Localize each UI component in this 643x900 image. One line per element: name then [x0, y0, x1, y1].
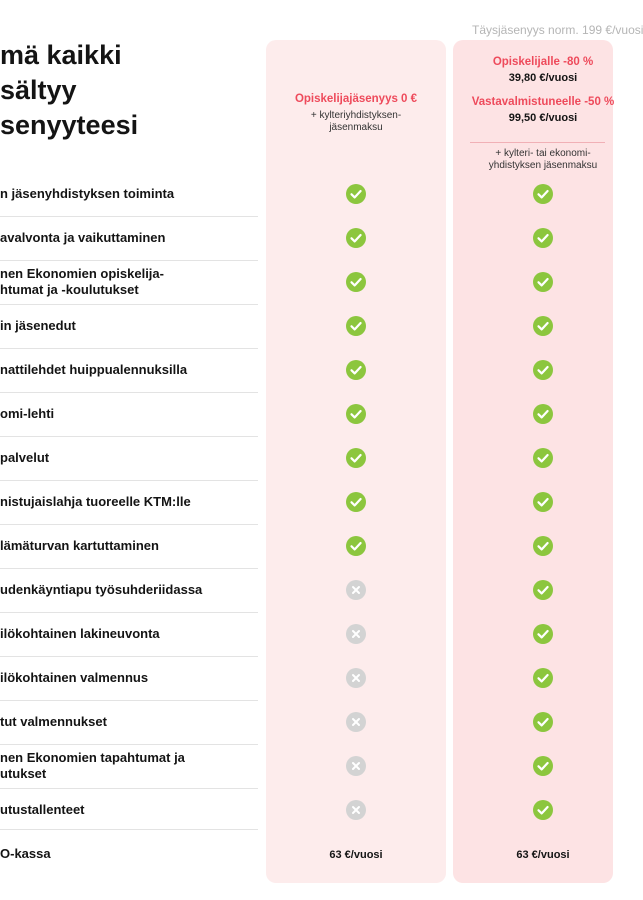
- check-circle-icon: [346, 492, 366, 512]
- student-offer-price: 39,80 €/vuosi: [508, 72, 578, 84]
- check-circle-icon: [346, 272, 366, 292]
- check-circle-icon: [533, 712, 553, 732]
- title-line-1: mä kaikki: [0, 40, 122, 70]
- full-membership-note: Täysjäsenyys norm. 199 €/vuosi: [472, 23, 643, 37]
- benefit-label: nen Ekonomien opiskelija- htumat ja -koulutukset: [0, 266, 164, 297]
- benefit-label: omi-lehti: [0, 406, 55, 421]
- benefit-label: tut valmennukset: [0, 714, 107, 729]
- check-circle-icon: [346, 360, 366, 380]
- benefit-label: utustallenteet: [0, 802, 85, 817]
- check-circle-icon: [533, 360, 553, 380]
- benefit-label: palvelut: [0, 450, 50, 465]
- check-circle-icon: [533, 580, 553, 600]
- cross-circle-icon: [346, 756, 366, 776]
- title-line-2: sältyy: [0, 75, 77, 105]
- benefit-label: avalvonta ja vaikuttaminen: [0, 230, 166, 245]
- benefit-label: nattilehdet huippualennuksilla: [0, 362, 188, 377]
- check-circle-icon: [533, 800, 553, 820]
- cross-circle-icon: [346, 624, 366, 644]
- full-membership-note: + kylteri- tai ekonomi- yhdistyksen jäsenmaksu: [488, 148, 598, 171]
- cross-circle-icon: [346, 800, 366, 820]
- check-circle-icon: [533, 272, 553, 292]
- footer-label: O-kassa: [0, 846, 51, 861]
- student-offer-title: Opiskelijalle -80 %: [492, 56, 594, 68]
- check-circle-icon: [346, 536, 366, 556]
- check-circle-icon: [533, 668, 553, 688]
- benefit-label: nistujaislahja tuoreelle KTM:lle: [0, 494, 191, 509]
- check-circle-icon: [346, 448, 366, 468]
- full-column-header: [453, 56, 633, 124]
- benefit-label: in jäsenedut: [0, 318, 76, 333]
- student-kassa-price: 63 €/vuosi: [329, 849, 383, 861]
- full-header-divider: [470, 142, 605, 143]
- student-column-header: [266, 93, 446, 134]
- page-title: [0, 38, 138, 143]
- check-circle-icon: [533, 536, 553, 556]
- student-membership-note: + kylteriyhdistyksen- jäsenmaksu: [310, 110, 402, 133]
- benefit-label: lämäturvan kartuttaminen: [0, 538, 159, 553]
- check-circle-icon: [346, 404, 366, 424]
- check-circle-icon: [533, 448, 553, 468]
- check-circle-icon: [533, 756, 553, 776]
- check-circle-icon: [346, 228, 366, 248]
- check-circle-icon: [533, 184, 553, 204]
- graduate-offer-title: Vastavalmistuneelle -50 %: [471, 96, 615, 108]
- check-circle-icon: [533, 228, 553, 248]
- check-circle-icon: [533, 492, 553, 512]
- check-circle-icon: [346, 184, 366, 204]
- cross-circle-icon: [346, 668, 366, 688]
- cross-circle-icon: [346, 580, 366, 600]
- check-circle-icon: [346, 316, 366, 336]
- benefit-label: ilökohtainen lakineuvonta: [0, 626, 160, 641]
- benefit-label: nen Ekonomien tapahtumat ja utukset: [0, 750, 185, 781]
- benefit-label: udenkäyntiapu työsuhderiidassa: [0, 582, 203, 597]
- full-kassa-price: 63 €/vuosi: [516, 849, 570, 861]
- check-circle-icon: [533, 404, 553, 424]
- check-circle-icon: [533, 624, 553, 644]
- cross-circle-icon: [346, 712, 366, 732]
- title-line-3: senyyteesi: [0, 110, 139, 140]
- row-divider: [0, 829, 258, 830]
- graduate-offer-price: 99,50 €/vuosi: [508, 112, 578, 124]
- benefit-label: n jäsenyhdistyksen toiminta: [0, 186, 175, 201]
- benefit-label: ilökohtainen valmennus: [0, 670, 149, 685]
- check-circle-icon: [533, 316, 553, 336]
- student-membership-title: Opiskelijajäsenyys 0 €: [294, 93, 418, 105]
